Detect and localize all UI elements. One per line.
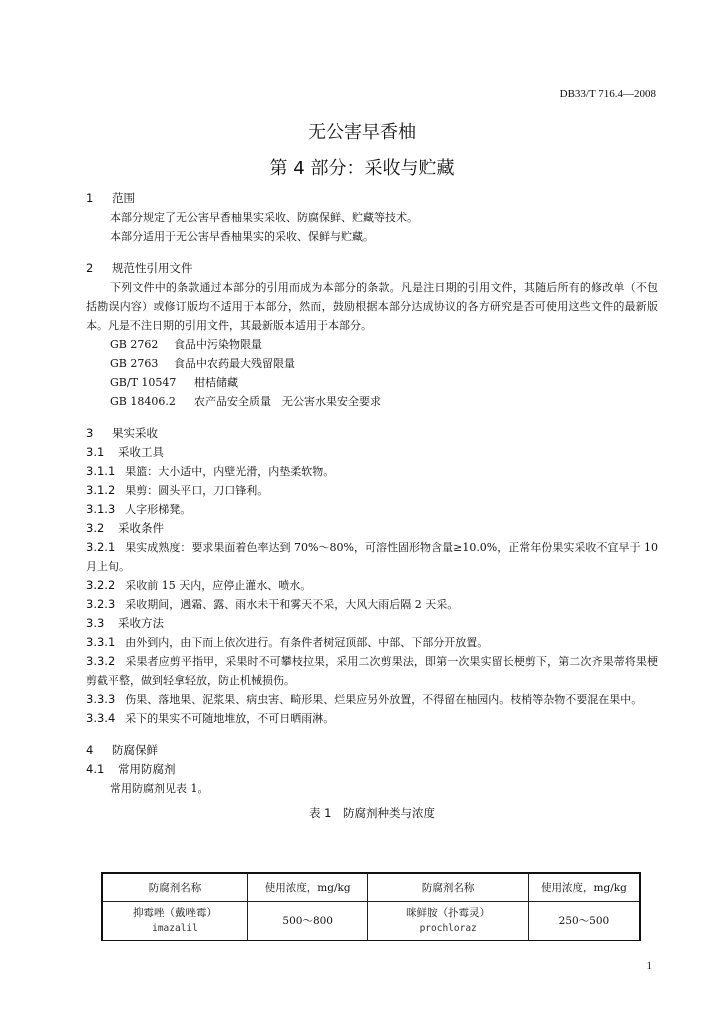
clause-text: 伤果、落地果、泥浆果、病虫害、畸形果、烂果应另外放置，不得留在柚园内。枝梢等杂物不要混在果中。: [125, 693, 643, 706]
agent-name-en: imazalil: [152, 923, 198, 934]
subsection-heading: [86, 614, 658, 633]
clause-text: 采收期间，遇霜、露、雨水未干和雾天不采，大风大雨后隔 2 天采。: [125, 598, 459, 611]
section-title: 规范性引用文件: [112, 261, 193, 275]
reference-title: 柑桔储藏: [194, 376, 238, 389]
table-cell: [368, 902, 528, 941]
clause-number: 3.1.1: [86, 464, 116, 478]
table-caption: 表 1 防腐剂种类与浓度: [309, 806, 435, 820]
section-number: 2: [86, 261, 94, 275]
clause-number: 3.3.1: [86, 635, 116, 649]
clause: [86, 652, 658, 690]
section-number: 3.1: [86, 445, 105, 459]
clause: [86, 633, 658, 652]
table-row: [102, 902, 640, 941]
clause-text: 人字形梯凳。: [125, 503, 192, 516]
clause: [86, 462, 658, 481]
document-body: [86, 189, 658, 823]
preservative-table: [101, 872, 641, 941]
page-number: 1: [646, 960, 652, 972]
reference-title: 农产品安全质量 无公害水果安全要求: [194, 395, 381, 408]
document-title: 无公害早香柚: [308, 122, 416, 143]
table-header-row: [102, 873, 640, 902]
section-number: 3.2: [86, 521, 105, 535]
clause-text: 果篮：大小适中，内壁光滑，内垫柔软物。: [125, 465, 335, 478]
clause: [86, 538, 658, 576]
reference-item: [86, 373, 658, 392]
clause: [86, 576, 658, 595]
table-header: 防腐剂名称: [102, 873, 247, 902]
paragraph: 本部分适用于无公害早香柚果实的采收、保鲜与贮藏。: [110, 230, 374, 243]
clause-number: 3.1.2: [86, 483, 116, 497]
clause-text: 采下的果实不可随地堆放，不可日晒雨淋。: [125, 712, 335, 725]
reference-title: 食品中农药最大残留限量: [174, 357, 295, 370]
clause-number: 3.2.2: [86, 578, 116, 592]
clause-text: 由外到内，由下而上依次进行。有条件者树冠顶部、中部、下部分开放置。: [125, 636, 489, 649]
clause: [86, 500, 658, 519]
clause-number: 3.3.2: [86, 654, 116, 668]
table-cell: 500～800: [247, 902, 368, 941]
section-2-heading: [86, 259, 658, 278]
paragraph: 本部分规定了无公害早香柚果实采收、防腐保鲜、贮藏等技术。: [110, 211, 418, 224]
table-header: 使用浓度，mg/kg: [247, 873, 368, 902]
section-number: 4.1: [86, 762, 105, 776]
clause-text: 果剪：圆头平口，刀口锋利。: [125, 484, 269, 497]
section-3-heading: [86, 424, 658, 443]
clause-number: 3.2.3: [86, 597, 116, 611]
paragraph: 常用防腐剂见表 1。: [110, 782, 209, 795]
subsection-heading: [86, 519, 658, 538]
section-number: 3.3: [86, 616, 105, 630]
section-title: 范围: [112, 191, 135, 205]
paragraph: 下列文件中的条款通过本部分的引用而成为本部分的条款。凡是注日期的引用文件，其随后所有的修改单（不包括勘误内容）或修订版均不适用于本部分，然而，鼓励根据本部分达成协议的各方研究是否可使用这些文件的最新版本。凡是不注日期的引用文件，其最新版本适用于本部分。: [86, 281, 658, 332]
clause-number: 3.3.3: [86, 692, 116, 706]
reference-item: [86, 354, 658, 373]
clause: [86, 481, 658, 500]
section-number: 3: [86, 426, 94, 440]
reference-code: GB 18406.2: [110, 395, 176, 408]
reference-code: GB 2763: [110, 357, 159, 370]
table-header: 防腐剂名称: [368, 873, 528, 902]
doc-code: DB33/T 716.4—2008: [559, 88, 656, 100]
table-cell: [102, 902, 247, 941]
clause: [86, 690, 658, 709]
subsection-heading: [86, 760, 658, 779]
agent-name-cn: 咪鲜胺（扑霉灵）: [406, 907, 491, 919]
section-title: 采收方法: [118, 616, 164, 630]
section-number: 1: [86, 191, 94, 205]
reference-code: GB/T 10547: [110, 376, 177, 389]
agent-name-cn: 抑霉唑（戴唑霉）: [132, 907, 217, 919]
clause-number: 3.3.4: [86, 711, 116, 725]
clause-text: 采果者应剪平指甲，采果时不可攀枝拉果，采用二次剪果法，即第一次果实留长梗剪下，第二次齐果蒂将果梗剪截平整，做到轻拿轻放，防止机械损伤。: [86, 655, 658, 687]
document-subtitle: 第 4 部分：采收与贮藏: [269, 158, 455, 179]
reference-item: [86, 392, 658, 411]
clause-number: 3.1.3: [86, 502, 116, 516]
clause: [86, 709, 658, 728]
section-title: 采收条件: [118, 521, 164, 535]
section-4-heading: [86, 741, 658, 760]
reference-code: GB 2762: [110, 338, 159, 351]
clause-text: 果实成熟度：要求果面着色率达到 70%～80%，可溶性固形物含量≥10.0%，正常年份果实采收不宜早于 10 月上旬。: [86, 541, 658, 573]
clause-text: 采收前 15 天内，应停止灌水、喷水。: [125, 579, 312, 592]
section-number: 4: [86, 743, 94, 757]
section-title: 防腐保鲜: [112, 743, 158, 757]
section-title: 果实采收: [112, 426, 158, 440]
clause: [86, 595, 658, 614]
section-title: 采收工具: [118, 445, 164, 459]
clause-number: 3.2.1: [86, 540, 116, 554]
subsection-heading: [86, 443, 658, 462]
reference-title: 食品中污染物限量: [174, 338, 262, 351]
agent-name-en: prochloraz: [419, 923, 477, 934]
section-1-heading: [86, 189, 658, 208]
table-cell: 250～500: [528, 902, 640, 941]
table-header: 使用浓度，mg/kg: [528, 873, 640, 902]
reference-item: [86, 335, 658, 354]
section-title: 常用防腐剂: [118, 762, 176, 776]
